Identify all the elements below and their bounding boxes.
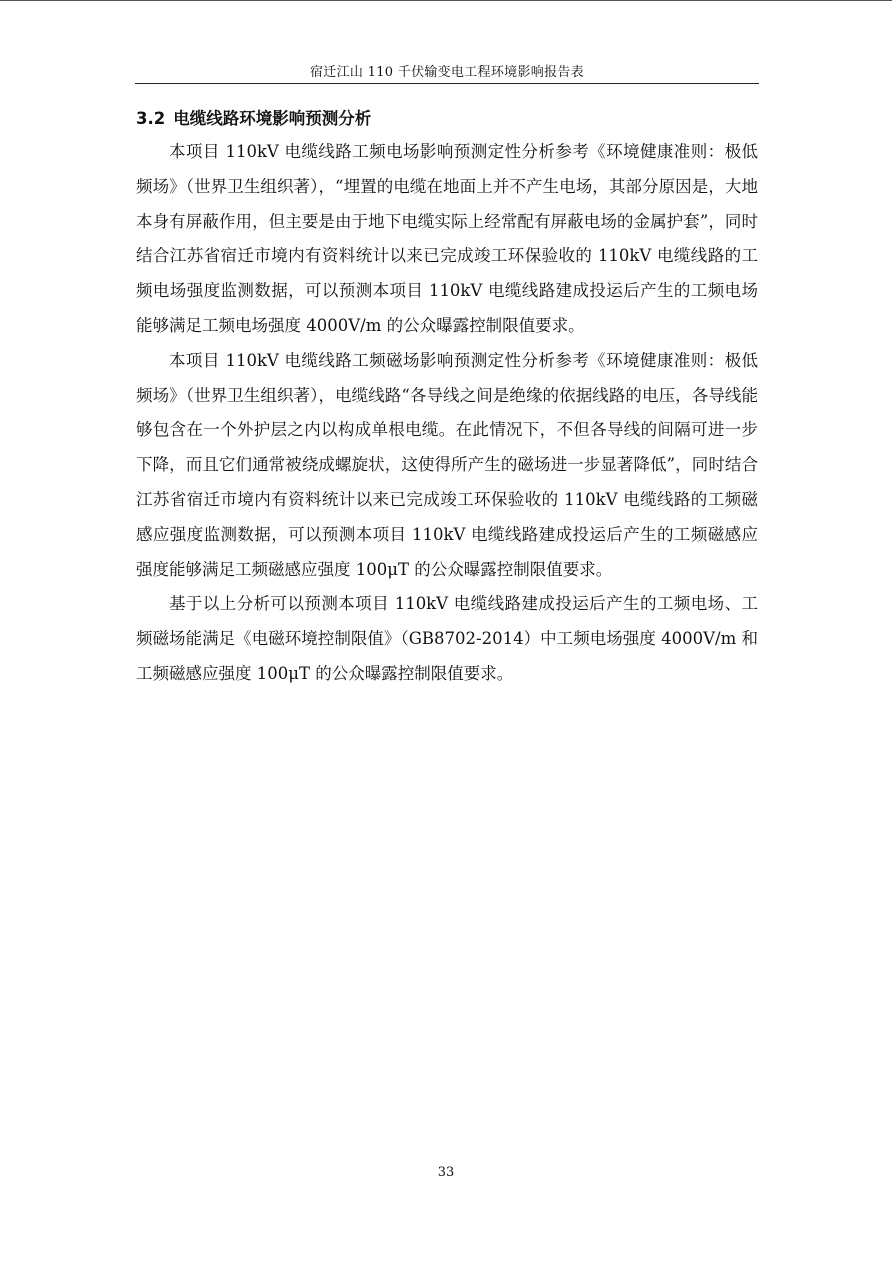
paragraph-magnetic-field: 本项目 110kV 电缆线路工频磁场影响预测定性分析参考《环境健康准则：极低频场》（世界卫生组织著），电缆线路“各导线之间是绝缘的依据线路的电压，各导线能够包含在一个外护层之内以构成单根电缆。在此情况下，不但各导线的间隔可进一步下降，而且它们通常被绕成螺旋状，这使得所产生的磁场进一步显著降低”，同时结合江苏省宿迁市境内有资料统计以来已完成竣工环保验收的 110kV 电缆线路的工频磁感应强度监测数据，可以预测本项目 110kV 电缆线路建成投运后产生的工频磁感应强度能够满足工频磁感应强度 100μT 的公众曝露控制限值要求。 bbox=[136, 350, 758, 579]
running-header: 宿迁江山 110 千伏输变电工程环境影响报告表 bbox=[310, 65, 584, 80]
section-title: 电缆线路环境影响预测分析 bbox=[173, 109, 372, 128]
section-heading bbox=[136, 104, 758, 134]
section-number: 3.2 bbox=[136, 109, 166, 128]
document-body bbox=[136, 104, 758, 692]
page-number: 33 bbox=[437, 1165, 455, 1180]
header-rule bbox=[135, 83, 759, 84]
paragraph-electric-field: 本项目 110kV 电缆线路工频电场影响预测定性分析参考《环境健康准则：极低频场》（世界卫生组织著），“埋置的电缆在地面上并不产生电场，其部分原因是，大地本身有屏蔽作用，但主要是由于地下电缆实际上经常配有屏蔽电场的金属护套”，同时结合江苏省宿迁市境内有资料统计以来已完成竣工环保验收的 110kV 电缆线路的工频电场强度监测数据，可以预测本项目 110kV 电缆线路建成投运后产生的工频电场能够满足工频电场强度 4000V/m 的公众曝露控制限值要求。 bbox=[136, 142, 758, 335]
paragraph-conclusion: 基于以上分析可以预测本项目 110kV 电缆线路建成投运后产生的工频电场、工频磁场能满足《电磁环境控制限值》（GB8702-2014）中工频电场强度 4000V/m 和工频磁感应强度 100μT 的公众曝露控制限值要求。 bbox=[136, 594, 758, 683]
page-top-rule bbox=[0, 0, 892, 1]
